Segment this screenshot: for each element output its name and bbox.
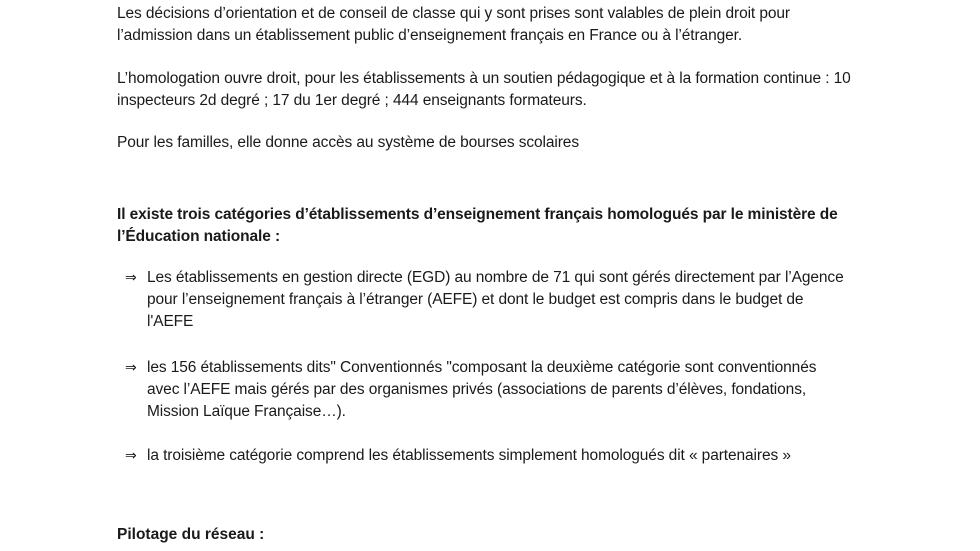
double-arrow-icon: ⇒ <box>125 360 137 376</box>
double-arrow-icon: ⇒ <box>125 270 137 286</box>
list-item-partenaires <box>125 445 845 467</box>
list-item-conventionnes <box>125 357 845 423</box>
list-item-text: la troisième catégorie comprend les établissements simplement homologués dit « partenaires » <box>147 447 791 464</box>
double-arrow-icon: ⇒ <box>125 448 137 464</box>
paragraph-orientation-decisions: Les décisions d’orientation et de conseil de classe qui y sont prises sont valables de plein droit pour l’admission dans un établissement public d’enseignement français en France ou à l’étranger. <box>117 5 790 44</box>
list-item-text: les 156 établissements dits" Conventionnés "composant la deuxième catégorie sont conventionnés avec l’AEFE mais gérés par des organismes privés (associations de parents d’élèves, fondations, Mission Laïque Française…). <box>147 359 817 420</box>
list-item-text: Les établissements en gestion directe (EGD) au nombre de 71 qui sont gérés directement par l’Agence pour l’enseignement français à l’étranger (AEFE) et dont le budget est compris dans le budget de l'AEFE <box>147 269 844 330</box>
paragraph-homologation-rights: L’homologation ouvre droit, pour les établissements à un soutien pédagogique et à la formation continue : 10 inspecteurs 2d degré ; 17 du 1er degré ; 444 enseignants formateurs. <box>117 70 851 109</box>
list-item-egd <box>125 267 845 333</box>
section-heading-pilotage: Pilotage du réseau : <box>117 526 265 543</box>
section-heading-categories: Il existe trois catégories d’établissements d’enseignement français homologués par le ministère de l’Éducation nationale : <box>117 206 838 245</box>
paragraph-families-bourses: Pour les familles, elle donne accès au système de bourses scolaires <box>117 134 579 151</box>
